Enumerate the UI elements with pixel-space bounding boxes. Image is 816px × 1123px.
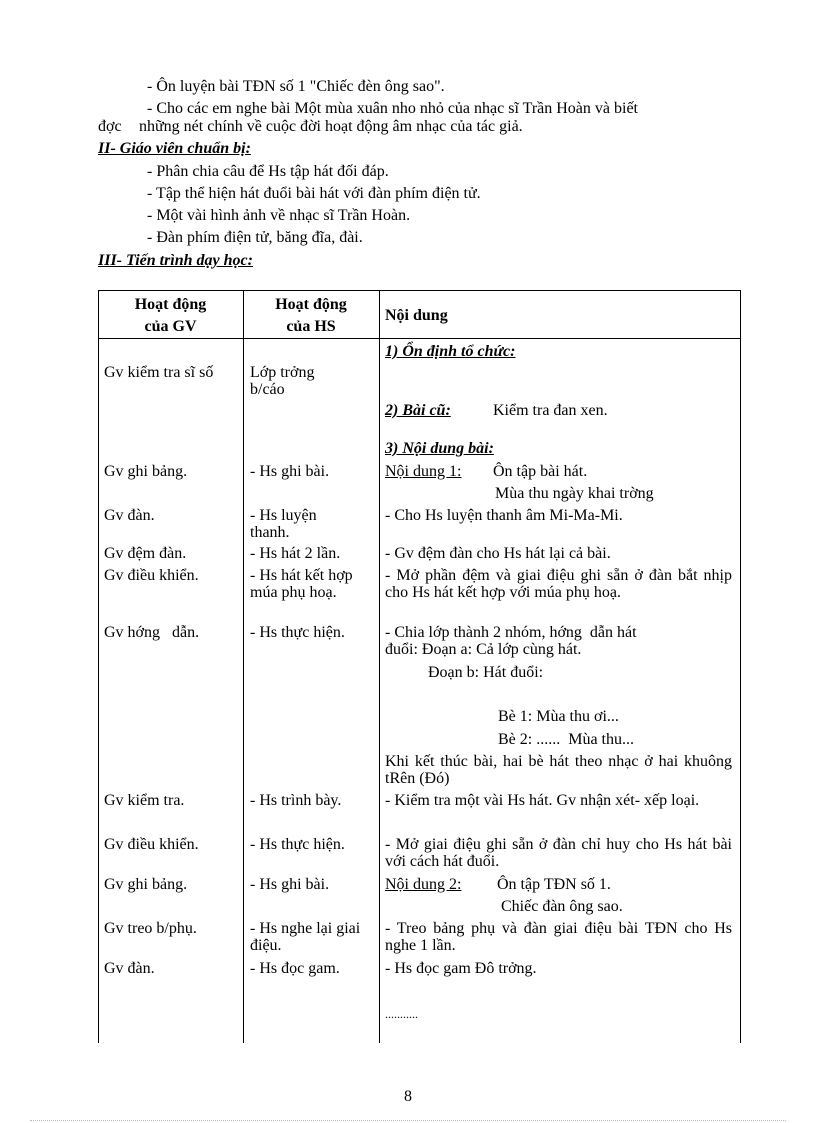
header-gv bbox=[98, 296, 243, 335]
hs-row-7: - Hs trình bày. bbox=[250, 792, 342, 809]
prep-item-4: - Đàn phím điện tử, băng đĩa, đài. bbox=[147, 229, 363, 246]
content-stabilize: 1) Ổn định tổ chức: bbox=[385, 343, 516, 360]
intro-line-1: - Ôn luyện bài TĐN số 1 "Chiếc đèn ông sao". bbox=[147, 78, 445, 95]
content-part2-label: Nội dung 2: bbox=[385, 876, 462, 893]
lesson-table bbox=[98, 290, 741, 1043]
content-lesson-heading: 3) Nội dung bài: bbox=[385, 440, 494, 457]
section-3-heading: III- Tiến trình dạy học: bbox=[98, 252, 253, 269]
content-voice-1: Bè 1: Mùa thu ơi... bbox=[498, 708, 619, 725]
prep-item-1: - Phân chia câu để Hs tập hát đối đáp. bbox=[147, 163, 389, 180]
hs-row-3: - Hs luyện thanh. bbox=[250, 507, 317, 541]
content-part1-label: Nội dung 1: bbox=[385, 463, 462, 480]
hs-row-8: - Hs thực hiện. bbox=[250, 836, 345, 853]
gv-row-7: Gv kiểm tra. bbox=[104, 792, 185, 809]
intro-line-3-prefix: đợc bbox=[98, 118, 122, 135]
intro-line-3: những nét chính về cuộc đời hoạt động âm nhạc của tác giả. bbox=[139, 118, 523, 135]
intro-line-2: - Cho các em nghe bài Một mùa xuân nho nhỏ của nhạc sĩ Trần Hoàn và biết bbox=[147, 100, 638, 117]
gv-row-1: Gv kiểm tra sĩ số bbox=[104, 364, 214, 381]
header-content: Nội dung bbox=[385, 307, 448, 324]
table-left-border bbox=[98, 290, 99, 1043]
content-canon: - Mở giai điệu ghi sẵn ở đàn chỉ huy cho Hs hát bài với cách hát đuổi. bbox=[385, 836, 732, 870]
hs-row-6: - Hs thực hiện. bbox=[250, 624, 345, 641]
header-hs-line1: Hoạt động bbox=[275, 296, 347, 313]
section-2-heading: II- Giáo viên chuẩn bị: bbox=[98, 140, 251, 157]
table-col-divider-1 bbox=[243, 290, 244, 1043]
gv-row-4: Gv đệm đàn. bbox=[104, 545, 187, 562]
content-part2-song: Chiếc đàn ông sao. bbox=[501, 898, 623, 915]
hs-row-1: Lớp trởng b/cáo bbox=[250, 364, 315, 398]
table-header-border bbox=[98, 338, 741, 339]
content-groups-line1: - Chia lớp thành 2 nhóm, hớng dẫn hát bbox=[385, 624, 637, 641]
hs-row-5: - Hs hát kết hợp múa phụ hoạ. bbox=[250, 567, 353, 601]
content-groups-line3: Đoạn b: Hát đuổi: bbox=[428, 664, 544, 681]
hs-row-2: - Hs ghi bài. bbox=[250, 463, 330, 480]
gv-row-5: Gv điều khiển. bbox=[104, 567, 199, 584]
table-top-border bbox=[98, 290, 741, 291]
prep-item-3: - Một vài hình ảnh về nhạc sĩ Trần Hoàn. bbox=[147, 207, 411, 224]
gv-row-11: Gv đàn. bbox=[104, 960, 155, 977]
hs-row-4: - Hs hát 2 lần. bbox=[250, 545, 341, 562]
content-board: - Treo bảng phụ và đàn giai điệu bài TĐN cho Hs nghe 1 lần. bbox=[385, 920, 732, 954]
content-part1-text: Ôn tập bài hát. bbox=[493, 463, 588, 480]
hs-row-9: - Hs ghi bài. bbox=[250, 876, 330, 893]
content-dance: - Mở phần đệm và giai điệu ghi sẵn ở đàn bắt nhịp cho Hs hát kết hợp với múa phụ hoạ. bbox=[385, 567, 732, 601]
hs-row-11: - Hs đọc gam. bbox=[250, 960, 340, 977]
content-check: - Kiểm tra một vài Hs hát. Gv nhận xét- xếp loại. bbox=[385, 792, 700, 809]
content-old-lesson-text: Kiểm tra đan xen. bbox=[493, 402, 608, 419]
table-right-border bbox=[740, 290, 741, 1043]
prep-item-2: - Tập thể hiện hát đuổi bài hát với đàn phím điện tử. bbox=[147, 185, 481, 202]
gv-row-10: Gv treo b/phụ. bbox=[104, 920, 197, 937]
table-col-divider-2 bbox=[379, 290, 380, 1043]
header-hs-line2: của HS bbox=[286, 318, 336, 335]
content-part2-text: Ôn tập TĐN số 1. bbox=[497, 876, 611, 893]
content-ellipsis: ........... bbox=[385, 1007, 418, 1021]
header-gv-line1: Hoạt động bbox=[134, 296, 207, 313]
content-warmup: - Cho Hs luyện thanh âm Mi-Ma-Mi. bbox=[385, 507, 623, 524]
gv-row-3: Gv đàn. bbox=[104, 507, 155, 524]
content-scale: - Hs đọc gam Đô trởng. bbox=[385, 960, 537, 977]
content-voice-2: Bè 2: ...... Mùa thu... bbox=[498, 731, 634, 748]
content-ending: Khi kết thúc bài, hai bè hát theo nhạc ở hai khuông tRên (Đó) bbox=[385, 753, 732, 787]
content-accompany: - Gv đệm đàn cho Hs hát lại cả bài. bbox=[385, 545, 611, 562]
page-bottom-rule bbox=[30, 1120, 786, 1122]
content-groups-line2: đuổi: Đoạn a: Cả lớp cùng hát. bbox=[385, 641, 582, 658]
gv-row-9: Gv ghi bảng. bbox=[104, 876, 188, 893]
gv-row-2: Gv ghi bảng. bbox=[104, 463, 188, 480]
hs-row-10: - Hs nghe lại giai điệu. bbox=[250, 920, 361, 954]
header-hs bbox=[243, 296, 379, 335]
page-number: 8 bbox=[404, 1088, 412, 1105]
gv-row-8: Gv điều khiển. bbox=[104, 836, 199, 853]
header-gv-line2: của GV bbox=[144, 318, 197, 335]
content-old-lesson-label: 2) Bài cũ: bbox=[385, 402, 451, 419]
content-part1-song: Mùa thu ngày khai trờng bbox=[495, 485, 654, 502]
gv-row-6: Gv hớng dẫn. bbox=[104, 624, 200, 641]
